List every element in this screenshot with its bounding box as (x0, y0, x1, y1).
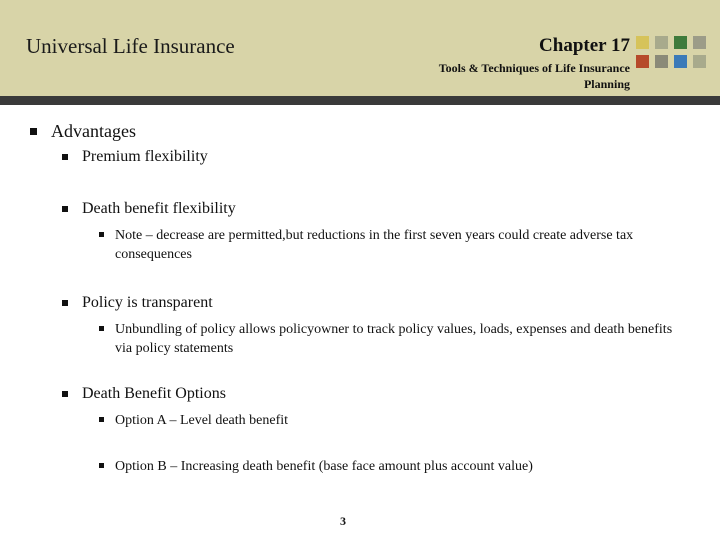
page-number: 3 (340, 514, 346, 528)
bullet-text: Unbundling of policy allows policyowner to track policy values, loads, expenses and death benefits via policy statements (115, 322, 673, 356)
bullet-transparent (62, 294, 213, 312)
bullet-text: Death benefit flexibility (82, 200, 236, 217)
bullet-icon (99, 326, 104, 331)
slide-title: Universal Life Insurance (26, 34, 235, 58)
bullet-death-benefit-note (99, 226, 685, 264)
bullet-icon (62, 154, 68, 160)
bullet-death-benefit (62, 200, 236, 218)
bullet-text: Death Benefit Options (82, 385, 226, 402)
bullet-icon (62, 206, 68, 212)
chapter-subtitle: Tools & Techniques of Life Insurance Planning (438, 61, 630, 91)
bullet-premium (62, 148, 208, 166)
bullet-text: Advantages (51, 121, 136, 141)
bullet-text: Option B – Increasing death benefit (base face amount plus account value) (115, 459, 533, 474)
bullet-icon (62, 300, 68, 306)
bullet-transparent-note (99, 320, 685, 358)
bullet-icon (99, 417, 104, 422)
chapter-label: Chapter 17 (539, 35, 630, 56)
bullet-option-b (99, 457, 685, 476)
bullet-icon (99, 463, 104, 468)
bullet-icon (30, 128, 37, 135)
bullet-icon (62, 391, 68, 397)
bullet-text: Policy is transparent (82, 294, 213, 311)
bullet-option-a (99, 411, 685, 430)
bullet-text: Premium flexibility (82, 148, 208, 165)
bullet-text: Option A – Level death benefit (115, 413, 289, 428)
bullet-options (62, 385, 226, 403)
bullet-text: Note – decrease are permitted,but reductions in the first seven years could create adverse tax consequences (115, 228, 634, 262)
bullet-advantages (30, 121, 136, 142)
bullet-icon (99, 232, 104, 237)
